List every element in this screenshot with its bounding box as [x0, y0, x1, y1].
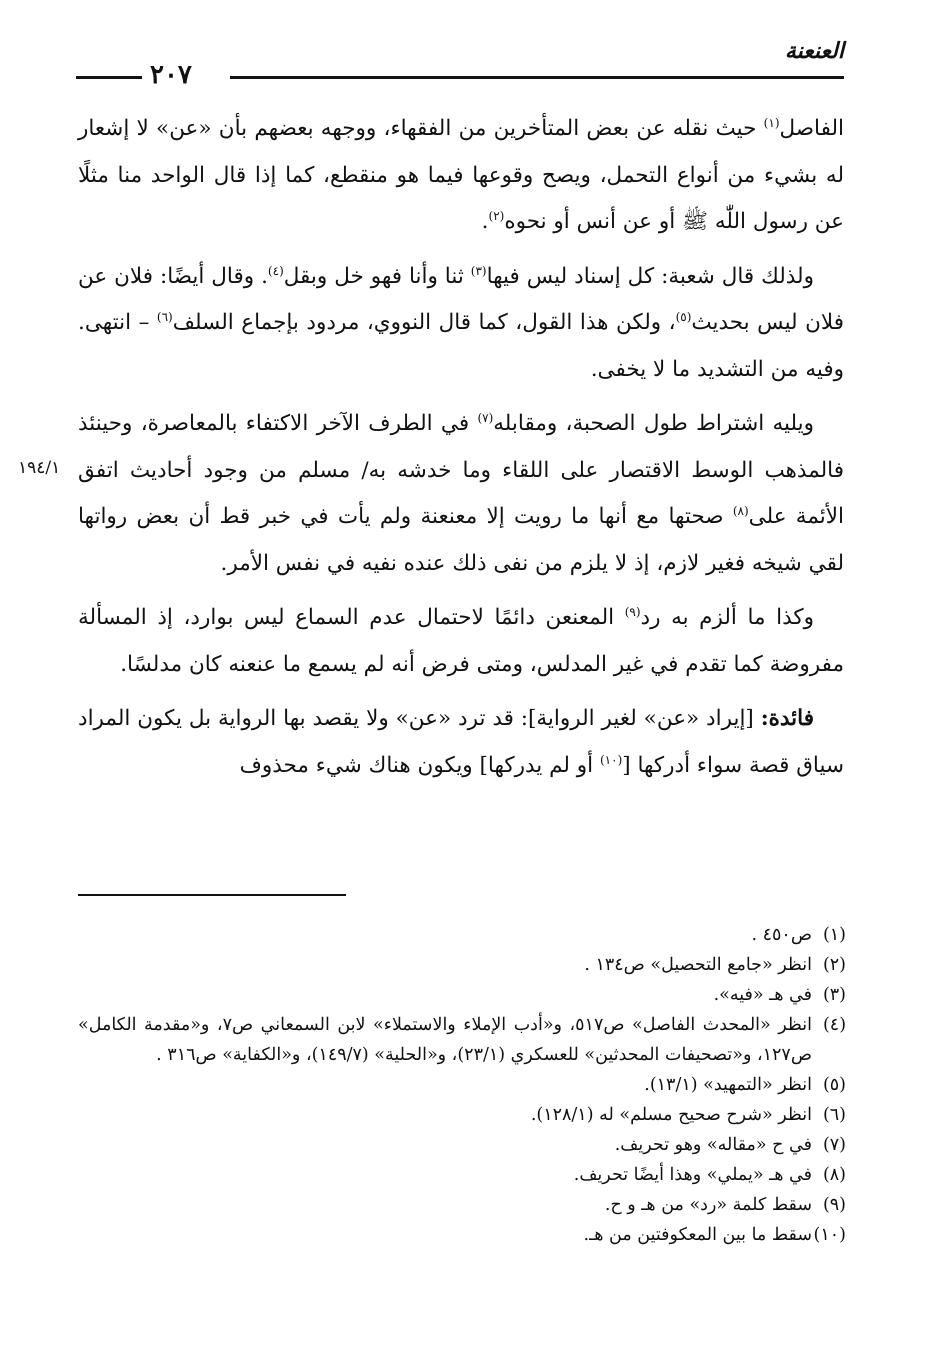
footnotes [78, 920, 846, 1250]
text-run: [إيراد «عن» لغير الرواية]: قد ترد «عن» ولا يقصد بها الرواية بل يكون المراد سياق قصة سواء أدركها [ [78, 706, 844, 778]
footnote [78, 1070, 846, 1100]
footnote [78, 1160, 846, 1190]
footnote-number: (٦) [822, 1105, 846, 1125]
text-run: . وقال أيضًا: فلان عن فلان ليس بحديث [78, 263, 845, 335]
footnote-number: (١) [822, 925, 846, 945]
text-run: أو لم يدركها] ويكون هناك شيء محذوف [239, 752, 600, 778]
footnote [78, 1190, 846, 1220]
footnote-ref: (٤) [267, 263, 284, 278]
page-number: ٢٠٧ [150, 60, 192, 90]
main-text [78, 106, 844, 797]
footnote-text: في ح «مقاله» وهو تحريف. [614, 1135, 812, 1155]
footnote-text: في هـ «يملي» وهذا أيضًا تحريف. [573, 1165, 812, 1185]
footnote-number: (٩) [822, 1195, 846, 1215]
text-run: – انتهى. وفيه من التشديد ما لا يخفى. [78, 310, 844, 382]
text-run: في الطرف الآخر الاكتفاء بالمعاصرة، وحينئذ فالمذهب الوسط الاقتصار على اللقاء وما خدشه به/ مسلم من وجود أحاديث اتفق الأئمة على [78, 411, 844, 529]
text-run: الفاصل [779, 116, 844, 141]
footnote-text: سقط ما بين المعكوفتين من هـ. [583, 1225, 812, 1245]
paragraph [78, 595, 844, 688]
text-run: وكذا ما ألزم به رد [640, 605, 814, 630]
footnote-ref: (٢) [488, 208, 505, 223]
footnote-text: انظر «جامع التحصيل» ص١٣٤ . [584, 955, 812, 975]
text-run: صحتها مع أنها ما رويت إلا معنعنة ولم يأت في خبر قط أن بعض رواتها لقي شيخه فغير لازم، إذ لا يلزم من نفى ذلك عنده نفيه في نفس الأمر. [78, 504, 844, 576]
footnote-separator [78, 894, 346, 896]
footnote-ref: (١) [763, 115, 780, 130]
footnote-ref: (٩) [624, 604, 641, 619]
note-label: فائدة: [760, 706, 814, 731]
footnote-number: (٧) [822, 1135, 846, 1155]
footnote-text: سقط كلمة «رد» من هـ و ح. [604, 1195, 812, 1215]
footnote-ref: (٧) [477, 410, 494, 425]
footnote-number: (٥) [822, 1075, 846, 1095]
footnote-text: انظر «شرح صحيح مسلم» له (١٢٨/١). [530, 1105, 812, 1125]
footnote-number: (٤) [822, 1015, 847, 1035]
header-rule [230, 76, 844, 79]
header-rule-short [76, 76, 142, 79]
paragraph [78, 106, 844, 246]
paragraph [78, 696, 844, 789]
footnote-number: (١٠) [813, 1225, 846, 1245]
text-run: المعنعن دائمًا لاحتمال عدم السماع ليس بوارد، إذ المسألة مفروضة كما تقدم في غير المدلس، ومتى فرض أنه لم يسمع ما عنعنه كان مدلسًا. [78, 605, 844, 677]
text-run: . [481, 209, 489, 234]
footnote [78, 1010, 846, 1070]
footnote-text: انظر «التمهيد» (١٣/١). [644, 1075, 812, 1095]
paragraph [78, 254, 844, 394]
footnote-number: (٢) [822, 955, 846, 975]
footnote [78, 1130, 846, 1160]
text-run: حيث نقله عن بعض المتأخرين من الفقهاء، ووجهه بعضهم بأن «عن» لا إشعار له بشيء من أنواع التحمل، ويصح وقوعها فيما هو منقطع، كما إذا قال الواحد منا مثلًا عن رسول اللّٰه ﷺ أو عن أنس أو نحوه [78, 116, 844, 234]
footnote-number: (٨) [822, 1165, 846, 1185]
footnote-ref: (٦) [156, 309, 173, 324]
footnote [78, 950, 846, 980]
footnote-ref: (٥) [675, 309, 692, 324]
footnote-text: انظر «المحدث الفاصل» ص٥١٧، و«أدب الإملاء والاستملاء» لابن السمعاني ص٧، و«مقدمة الكامل» ص١٢٧، و«تصحيفات المحدثين» للعسكري (٢٣/١)، و«الحلية» (١٤٩/٧)، و«الكفاية» ص٣١٦ . [78, 1015, 813, 1065]
text-run: ثنا وأنا فهو خل وبقل [283, 263, 471, 289]
footnote-number: (٣) [822, 985, 846, 1005]
footnote-text: ص٤٥٠ . [751, 925, 812, 945]
paragraph [78, 401, 844, 587]
footnote [78, 1220, 846, 1250]
footnote-ref: (٣) [470, 263, 487, 278]
footnote [78, 920, 846, 950]
margin-reference: ١٩٤/١ [18, 458, 61, 478]
footnote-ref: (١٠) [599, 752, 623, 767]
footnote [78, 1100, 846, 1130]
text-run: ولذلك قال شعبة: كل إسناد ليس فيها [486, 263, 814, 289]
text-run: ، ولكن هذا القول، كما قال النووي، مردود بإجماع السلف [172, 310, 676, 335]
footnote [78, 980, 846, 1010]
footnote-text: في هـ «فيه». [713, 985, 812, 1005]
text-run: ويليه اشتراط طول الصحبة، ومقابله [493, 411, 814, 436]
running-header-title: العنعنة [784, 38, 844, 64]
footnote-ref: (٨) [732, 503, 749, 518]
